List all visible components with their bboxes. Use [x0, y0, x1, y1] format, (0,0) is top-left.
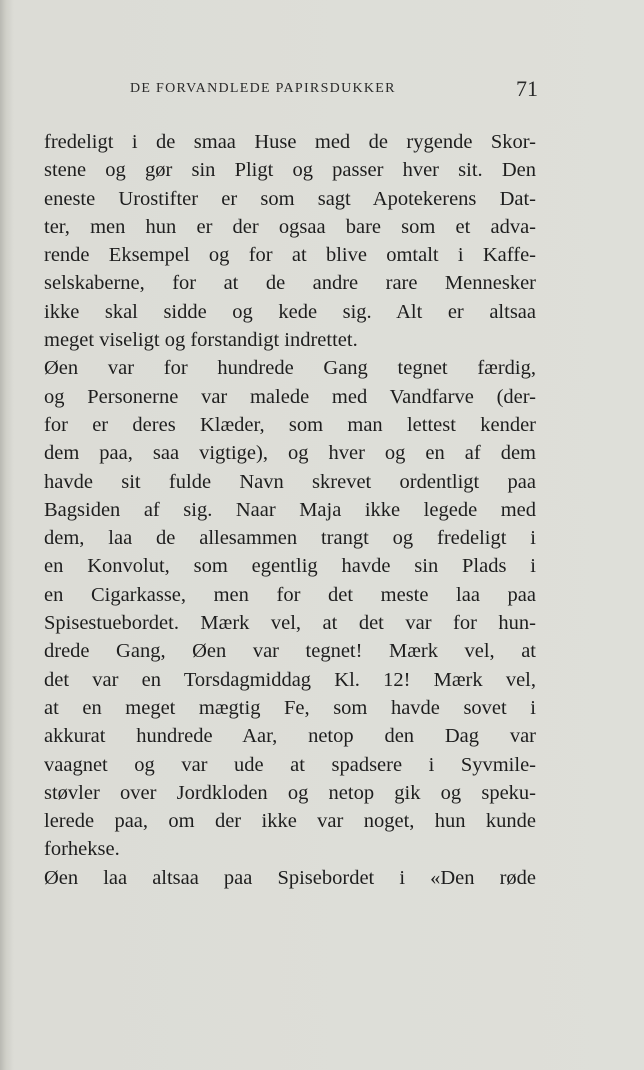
text-line: rende Eksempel og for at blive omtalt i Kaffe-: [44, 244, 536, 267]
text-line: selskaberne, for at de andre rare Mennesker: [44, 272, 536, 295]
running-title: DE FORVANDLEDE PAPIRSDUKKER: [130, 81, 396, 96]
text-line: dem, laa de allesammen trangt og fredeligt i: [44, 527, 536, 550]
text-line: eneste Urostifter er som sagt Apotekerens Dat-: [44, 187, 536, 210]
text-line: for er deres Klæder, som man lettest kender: [44, 413, 536, 436]
text-line: forhekse.: [44, 838, 120, 861]
text-line: ter, men hun er der ogsaa bare som et adva-: [44, 215, 536, 238]
page-header: [130, 76, 538, 100]
text-line: en Cigarkasse, men for det meste laa paa: [44, 583, 536, 606]
text-line: akkurat hundrede Aar, netop den Dag var: [44, 725, 536, 748]
text-line: lerede paa, om der ikke var noget, hun kunde: [44, 810, 536, 833]
text-line: Øen laa altsaa paa Spisebordet i «Den røde: [44, 866, 536, 889]
text-line: drede Gang, Øen var tegnet! Mærk vel, at: [44, 640, 536, 663]
text-line: fredeligt i de smaa Huse med de rygende Skor-: [44, 131, 536, 153]
text-line: meget viseligt og forstandigt indrettet.: [44, 329, 358, 352]
text-line: Øen var for hundrede Gang tegnet færdig,: [44, 357, 536, 380]
body-text: [44, 128, 536, 892]
text-line: og Personerne var malede med Vandfarve (der-: [44, 385, 536, 408]
text-line: ikke skal sidde og kede sig. Alt er altsaa: [44, 300, 536, 323]
text-line: at en meget mægtig Fe, som havde sovet i: [44, 696, 536, 719]
text-line: en Konvolut, som egentlig havde sin Plads i: [44, 555, 536, 578]
page-number: 71: [516, 76, 538, 101]
text-line: dem paa, saa vigtige), og hver og en af dem: [44, 442, 536, 465]
text-line: stene og gør sin Pligt og passer hver sit. Den: [44, 159, 536, 182]
text-line: havde sit fulde Navn skrevet ordentligt paa: [44, 470, 536, 493]
text-line: vaagnet og var ude at spadsere i Syvmile-: [44, 753, 536, 776]
text-line: det var en Torsdagmiddag Kl. 12! Mærk vel,: [44, 668, 536, 691]
text-line: Spisestuebordet. Mærk vel, at det var for hun-: [44, 612, 536, 635]
text-line: Bagsiden af sig. Naar Maja ikke legede med: [44, 498, 536, 521]
text-line: støvler over Jordkloden og netop gik og speku-: [44, 781, 536, 804]
